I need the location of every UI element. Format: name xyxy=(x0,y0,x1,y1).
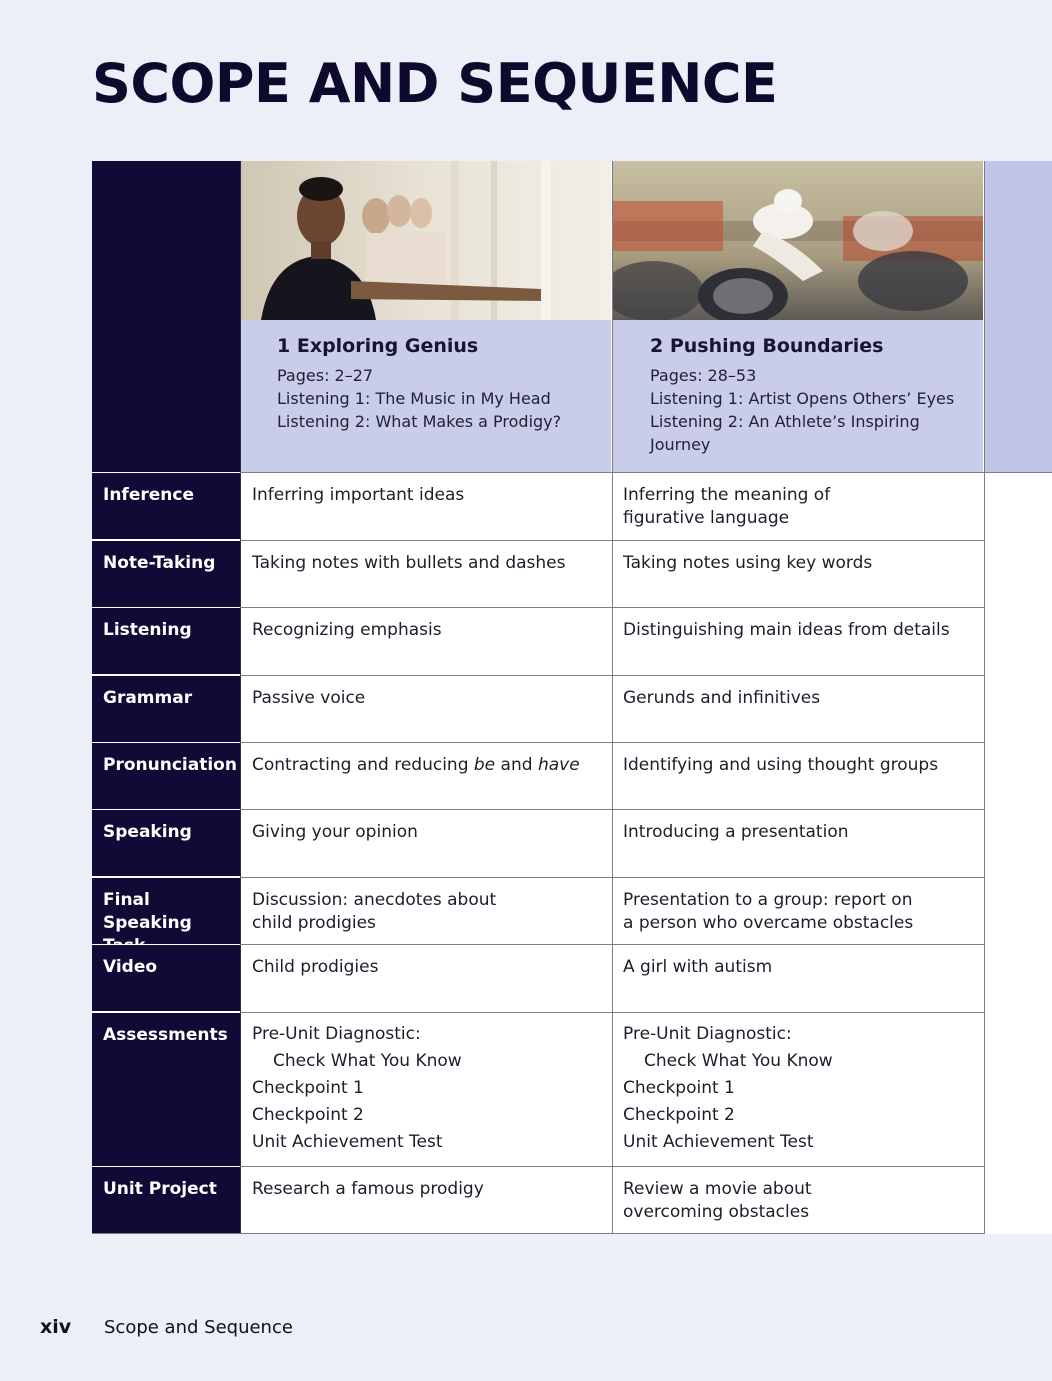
row-label-inference: Inference xyxy=(92,473,240,539)
header-corner xyxy=(92,161,240,472)
column-divider xyxy=(612,161,613,1234)
column-divider xyxy=(240,161,241,1234)
label-divider xyxy=(92,1166,240,1167)
row-label-speaking: Speaking xyxy=(92,810,240,876)
row-label-assessments: Assessments xyxy=(92,1013,240,1166)
cell-u2-note-taking: Taking notes using key words xyxy=(613,541,983,607)
assessment-item: Check What You Know xyxy=(273,1051,462,1071)
cell-u2-final-speaking-task: Presentation to a group: report on a person who overcame obstacles xyxy=(613,878,933,944)
label-divider xyxy=(92,944,240,945)
label-divider xyxy=(92,742,240,743)
pronunciation-emphasis-have: have xyxy=(537,755,580,775)
unit-2-header xyxy=(613,320,983,472)
assessment-item: Checkpoint 1 xyxy=(623,1078,735,1098)
cell-u2-unit-project: Review a movie about overcoming obstacles xyxy=(613,1167,913,1234)
label-divider xyxy=(92,675,240,676)
assessment-item: Unit Achievement Test xyxy=(623,1132,814,1152)
row-label-listening: Listening xyxy=(92,608,240,674)
label-divider xyxy=(92,877,240,878)
cell-u1-listening: Recognizing emphasis xyxy=(241,608,611,674)
running-footer: Scope and Sequence xyxy=(104,1317,293,1338)
cell-u2-speaking: Introducing a presentation xyxy=(613,810,983,876)
cell-u2-assessments xyxy=(613,1013,983,1166)
unit-listening-2: Listening 2: An Athlete’s Inspiring Journey xyxy=(650,412,920,454)
row-label-pronunciation: Pronunciation xyxy=(92,743,240,809)
page-title: SCOPE AND SEQUENCE xyxy=(92,52,778,115)
cell-u2-grammar: Gerunds and infinitives xyxy=(613,676,983,742)
assessment-item: Checkpoint 2 xyxy=(623,1105,735,1125)
cell-u2-pronunciation: Identifying and using thought groups xyxy=(613,743,983,809)
assessment-item: Checkpoint 2 xyxy=(252,1105,364,1125)
unit-listening-1: Listening 1: Artist Opens Others’ Eyes xyxy=(650,389,955,408)
wheelchair-race-photo xyxy=(613,161,983,320)
unit-title: 1 Exploring Genius xyxy=(277,335,479,357)
row-divider xyxy=(240,675,985,676)
label-divider xyxy=(92,607,240,608)
pronunciation-emphasis-be: be xyxy=(473,755,496,775)
assessment-item: Pre-Unit Diagnostic: xyxy=(252,1024,421,1044)
cell-u2-inference: Inferring the meaning of figurative language xyxy=(613,473,903,539)
row-label-line: Final Speaking xyxy=(103,890,192,933)
pronunciation-text-and: and xyxy=(495,755,538,775)
unit-listening-2: Listening 2: What Makes a Prodigy? xyxy=(277,412,562,431)
cell-u1-pronunciation xyxy=(241,743,611,809)
row-divider xyxy=(240,1012,985,1013)
unit-listening-1: Listening 1: The Music in My Head xyxy=(277,389,551,408)
assessment-item: Unit Achievement Test xyxy=(252,1132,443,1152)
page-number: xiv xyxy=(40,1316,72,1338)
row-label-unit-project: Unit Project xyxy=(92,1167,240,1234)
assessment-item: Pre-Unit Diagnostic: xyxy=(623,1024,792,1044)
cell-u1-grammar: Passive voice xyxy=(241,676,611,742)
cell-u1-speaking: Giving your opinion xyxy=(241,810,611,876)
unit-pages: Pages: 28–53 xyxy=(650,366,757,385)
label-divider xyxy=(92,809,240,810)
row-divider xyxy=(240,472,1052,473)
assessment-item: Checkpoint 1 xyxy=(252,1078,364,1098)
row-label-note-taking: Note-Taking xyxy=(92,541,240,607)
next-unit-column xyxy=(985,472,1052,1234)
cell-u2-listening: Distinguishing main ideas from details xyxy=(613,608,983,674)
row-label-video: Video xyxy=(92,945,240,1011)
next-unit-header xyxy=(985,161,1052,472)
row-label-final-speaking-task xyxy=(92,878,240,944)
row-label-grammar: Grammar xyxy=(92,676,240,742)
cell-u1-note-taking: Taking notes with bullets and dashes xyxy=(241,541,611,607)
row-divider xyxy=(240,809,985,810)
row-divider xyxy=(240,607,985,608)
row-divider xyxy=(240,877,985,878)
row-divider xyxy=(240,540,985,541)
label-divider xyxy=(92,1012,240,1013)
column-divider xyxy=(984,161,985,1234)
unit-title: 2 Pushing Boundaries xyxy=(650,335,884,357)
cell-u2-video: A girl with autism xyxy=(613,945,983,1011)
label-divider xyxy=(92,472,240,473)
cell-u1-inference: Inferring important ideas xyxy=(241,473,611,539)
pronunciation-text: Contracting and reducing xyxy=(252,755,474,775)
row-divider xyxy=(240,742,985,743)
row-divider xyxy=(240,944,985,945)
cell-u1-assessments xyxy=(241,1013,611,1166)
unit-pages: Pages: 2–27 xyxy=(277,366,374,385)
cell-u1-unit-project: Research a famous prodigy xyxy=(241,1167,611,1234)
ballet-dancer-photo xyxy=(241,161,611,320)
assessment-item: Check What You Know xyxy=(644,1051,833,1071)
unit-1-header xyxy=(241,320,611,472)
scope-sequence-table xyxy=(92,161,1052,1234)
row-divider xyxy=(92,1233,985,1234)
row-divider xyxy=(240,1166,985,1167)
label-divider xyxy=(92,540,240,541)
cell-u1-final-speaking-task: Discussion: anecdotes about child prodigies xyxy=(241,878,541,944)
cell-u1-video: Child prodigies xyxy=(241,945,611,1011)
